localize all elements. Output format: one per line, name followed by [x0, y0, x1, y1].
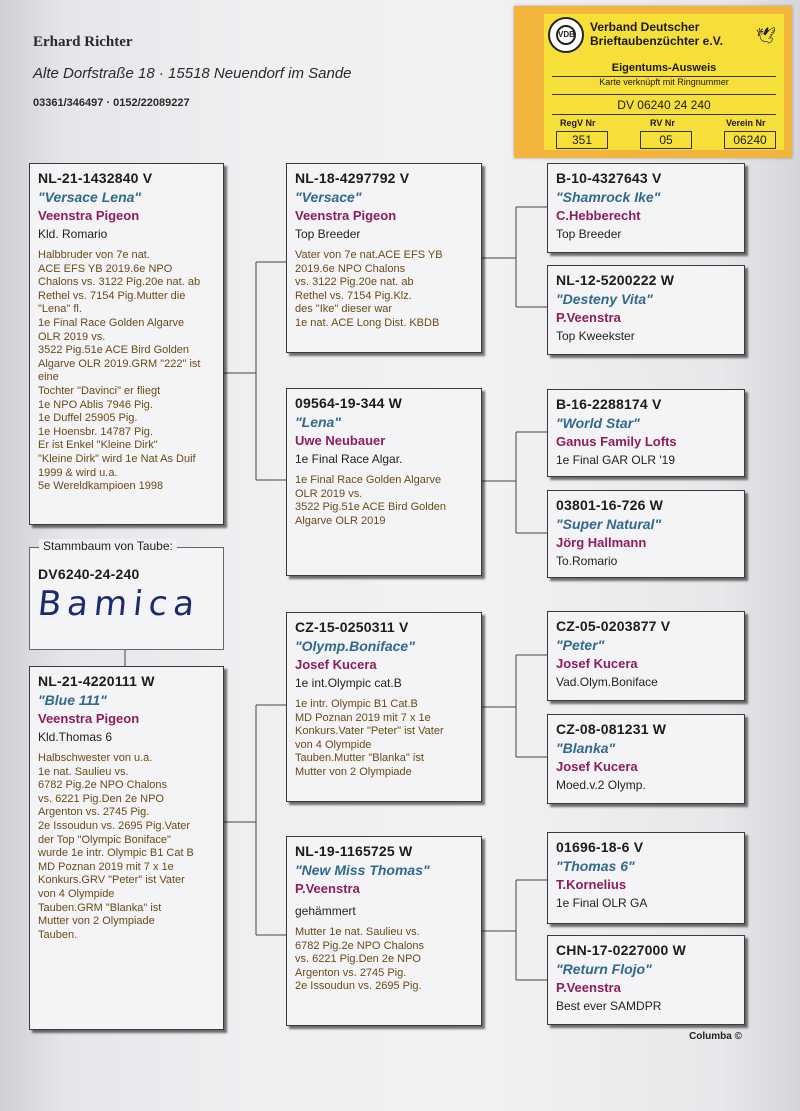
breeder-name: Ganus Family Lofts: [556, 434, 677, 449]
dam-sire-dam-card: [547, 714, 745, 804]
vdb-ring-number: DV 06240 24 240: [617, 98, 711, 112]
ring-number: NL-12-5200222 W: [556, 272, 675, 288]
pigeon-note: Top Kweekster: [556, 329, 635, 343]
vdb-title: [590, 20, 723, 48]
pigeon-name: "Blue 111": [38, 692, 107, 708]
pigeon-note: Moed.v.2 Olymp.: [556, 778, 646, 792]
pigeon-note: To.Romario: [556, 554, 618, 568]
pigeon-note: Vad.Olym.Boniface: [556, 675, 658, 689]
pigeon-note: Top Breeder: [556, 227, 622, 241]
ring-number: 03801-16-726 W: [556, 497, 664, 513]
pigeon-name: "Return Flojo": [556, 961, 652, 977]
pigeon-note: Best ever SAMDPR: [556, 999, 662, 1013]
pigeon-name: "Versace Lena": [38, 189, 142, 205]
pigeon-description: Halbbruder von 7e nat. ACE EFS YB 2019.6e NPO Chalons vs. 3122 Pig.20e nat. ab Rethel vs. 7154 Pig.Mutter die "Lena" fl. 1e Final Race Golden Algarve OLR 2019 vs. 3522 Pig.51e ACE Bird Golden Algarve OLR 2019.GRM "222" ist eine Tochter "Davinci" er fliegt 1e NPO Ablis 7946 Pig. 1e Duffel 25905 Pig. 1e Hoensbr. 14787 Pig. Er ist Enkel "Kleine Dirk" "Kleine Dirk" wird 1e Nat As Duif 1999 & wird u.a. 5e Wereldkampioen 1998: [38, 249, 201, 493]
vdb-rv-label: RV Nr: [650, 118, 675, 128]
owner-address: Alte Dorfstraße 18 · 15518 Neuendorf im Sande: [33, 65, 352, 82]
vdb-title-line2: Brieftaubenzüchter e.V.: [590, 34, 723, 48]
pigeon-name: "Blanka": [556, 740, 616, 756]
breeder-name: Veenstra Pigeon: [38, 208, 140, 223]
ring-number: CZ-15-0250311 V: [295, 619, 409, 635]
owner-phones: 03361/346497 · 0152/22089227: [33, 97, 190, 109]
pigeon-note: 1e int.Olympic cat.B: [295, 676, 402, 690]
dam-card: [29, 666, 224, 1030]
dam-sire-card: [286, 612, 482, 802]
sire-sire-card: [286, 163, 482, 353]
vdb-heading: Eigentums-Ausweis: [611, 62, 717, 74]
vdb-title-line1: Verband Deutscher: [590, 20, 700, 34]
vdb-verein-value: 06240: [724, 131, 776, 149]
breeder-name: T.Kornelius: [556, 877, 627, 892]
dam-dam-card: [286, 836, 482, 1026]
pigeon-note: 1e Final Race Algar.: [295, 452, 403, 466]
sire-dam-dam-card: [547, 490, 745, 578]
ring-number: NL-18-4297792 V: [295, 170, 410, 186]
sire-sire-sire-card: [547, 163, 745, 253]
pigeon-note: 1e Final GAR OLR '19: [556, 453, 676, 467]
pigeon-name: "Lena": [295, 414, 341, 430]
software-credit: Columba ©: [689, 1031, 742, 1042]
pigeon-name: "Super Natural": [556, 516, 662, 532]
subject-ring-number: DV6240-24-240: [38, 566, 140, 582]
pigeon-note: 1e Final OLR GA: [556, 896, 648, 910]
ring-number: NL-21-4220111 W: [38, 673, 155, 689]
pigeon-name: "Versace": [295, 189, 362, 205]
vdb-subheading: Karte verknüpft mit Ringnummer: [599, 77, 729, 87]
pigeon-name: "Thomas 6": [556, 858, 635, 874]
vdb-divider: [552, 94, 776, 95]
pigeon-name: "World Star": [556, 415, 640, 431]
subject-handwritten-name: Bamica: [35, 584, 203, 624]
ring-number: 01696-18-6 V: [556, 839, 644, 855]
pigeon-description: 1e Final Race Golden Algarve OLR 2019 vs. 3522 Pig.51e ACE Bird Golden Algarve OLR 2019: [295, 474, 447, 527]
vdb-card-face: [544, 14, 784, 150]
ring-number: NL-21-1432840 V: [38, 170, 153, 186]
vdb-divider: [552, 114, 776, 115]
ring-number: CZ-08-081231 W: [556, 721, 667, 737]
sire-sire-dam-card: [547, 265, 745, 355]
pigeon-description: Vater von 7e nat.ACE EFS YB 2019.6e NPO Chalons vs. 3122 Pig.20e nat. ab Rethel vs. 7154 Pig.Klz. des "Ike" dieser war 1e nat. ACE Long Dist. KBDB: [295, 249, 443, 329]
breeder-name: C.Hebberecht: [556, 208, 641, 223]
pigeon-note: Kld. Romario: [38, 227, 108, 241]
breeder-name: Jörg Hallmann: [556, 535, 647, 550]
ring-number: B-10-4327643 V: [556, 170, 662, 186]
pigeon-note: Kld.Thomas 6: [38, 730, 113, 744]
ring-number: NL-19-1165725 W: [295, 843, 413, 859]
breeder-name: Veenstra Pigeon: [295, 208, 397, 223]
ring-number: CHN-17-0227000 W: [556, 942, 687, 958]
ring-number: CZ-05-0203877 V: [556, 618, 671, 634]
pigeon-note: gehämmert: [295, 904, 356, 918]
sire-dam-card: [286, 388, 482, 576]
subject-card: [29, 547, 224, 650]
pigeon-name: "Olymp.Boniface": [295, 638, 415, 654]
vdb-ownership-card: [514, 6, 792, 158]
breeder-name: Josef Kucera: [295, 657, 377, 672]
pigeon-icon: 🕊: [756, 28, 777, 45]
breeder-name: Josef Kucera: [556, 656, 638, 671]
pigeon-name: "Peter": [556, 637, 605, 653]
sire-dam-sire-card: [547, 389, 745, 477]
vdb-regv-label: RegV Nr: [560, 118, 596, 128]
pigeon-name: "Desteny Vita": [556, 291, 653, 307]
dam-dam-dam-card: [547, 935, 745, 1025]
breeder-name: Josef Kucera: [556, 759, 638, 774]
breeder-name: P.Veenstra: [556, 980, 621, 995]
ring-number: 09564-19-344 W: [295, 395, 403, 411]
owner-name: Erhard Richter: [33, 34, 133, 50]
pigeon-name: "Shamrock Ike": [556, 189, 661, 205]
pigeon-description: Mutter 1e nat. Saulieu vs. 6782 Pig.2e NPO Chalons vs. 6221 Pig.Den 2e NPO Argenton vs. 2745 Pig. 2e Issoudun vs. 2695 Pig.: [295, 926, 425, 993]
dam-sire-sire-card: [547, 611, 745, 701]
pigeon-note: Top Breeder: [295, 227, 361, 241]
vdb-logo-icon: [548, 17, 584, 53]
breeder-name: Veenstra Pigeon: [38, 711, 140, 726]
vdb-rv-value: 05: [640, 131, 692, 149]
breeder-name: P.Veenstra: [556, 310, 621, 325]
pedigree-label: Stammbaum von Taube:: [39, 539, 177, 553]
vdb-logo-text: VDB: [556, 25, 576, 45]
pigeon-description: 1e intr. Olympic B1 Cat.B MD Poznan 2019 mit 7 x 1e Konkurs.Vater "Peter" ist Vater von 4 Olympide Tauben.Mutter "Blanka" ist Mutter von 2 Olympiade: [295, 698, 444, 778]
pigeon-name: "New Miss Thomas": [295, 862, 430, 878]
dam-dam-sire-card: [547, 832, 745, 924]
pigeon-description: Halbschwester von u.a. 1e nat. Saulieu vs. 6782 Pig.2e NPO Chalons vs. 6221 Pig.Den 2e NPO Argenton vs. 2745 Pig. 2e Issoudun vs. 2695 Pig.Vater der Top "Olympic Boniface" wurde 1e intr. Olympic B1 Cat B MD Poznan 2019 mit 7 x 1e Konkurs.GRV "Peter" ist Vater von 4 Olympide Tauben.GRM "Blanka" ist Mutter von 2 Olympiade Tauben.: [38, 752, 194, 941]
breeder-name: P.Veenstra: [295, 881, 360, 896]
sire-card: [29, 163, 224, 525]
vdb-verein-label: Verein Nr: [726, 118, 766, 128]
ring-number: B-16-2288174 V: [556, 396, 662, 412]
breeder-name: Uwe Neubauer: [295, 433, 386, 448]
vdb-regv-value: 351: [556, 131, 608, 149]
